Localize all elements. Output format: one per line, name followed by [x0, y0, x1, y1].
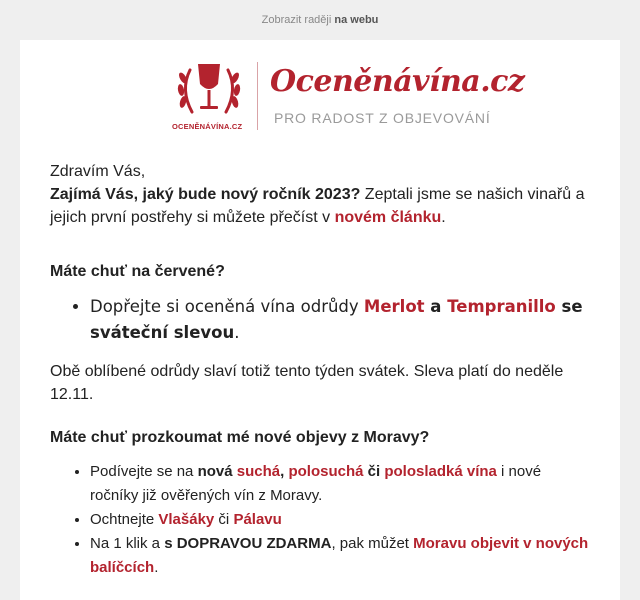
- logo-wordmark: Oceněnávína.cz: [270, 64, 525, 99]
- bullet-end: .: [234, 323, 240, 342]
- list-item: [90, 532, 590, 580]
- list-item: [90, 294, 590, 346]
- bullet-end: .: [154, 559, 159, 576]
- article-link[interactable]: novém článku: [334, 209, 442, 226]
- dry-wine-link[interactable]: suchá: [236, 463, 281, 480]
- logo-divider: [257, 62, 258, 130]
- separator: či: [214, 511, 234, 528]
- discount-paragraph: Obě oblíbené odrůdy slaví totiž tento týden svátek. Sleva platí do neděle 12.11.: [50, 363, 564, 403]
- intro-text-end: .: [441, 209, 446, 226]
- separator: či: [363, 463, 385, 480]
- list-item: [90, 460, 590, 508]
- intro-paragraph: [50, 160, 590, 229]
- view-online-text: Zobrazit raději: [261, 14, 332, 26]
- bullet-text: , pak můžet: [331, 535, 414, 552]
- emblem-text: OCENĚNÁVÍNA.CZ: [172, 122, 243, 131]
- semi-sweet-wine-link[interactable]: polosladká vína: [384, 463, 497, 480]
- email-body: [50, 160, 590, 576]
- intro-question: Zajímá Vás, jaký bude nový ročník 2023?: [50, 186, 361, 203]
- view-online-link[interactable]: na webu: [334, 14, 379, 26]
- merlot-link[interactable]: Merlot: [363, 297, 425, 316]
- wine-glass-emblem-icon: [170, 58, 250, 136]
- separator: ,: [280, 463, 289, 480]
- section-red-list: [66, 294, 590, 346]
- brand-logo[interactable]: [170, 58, 525, 136]
- tempranillo-link[interactable]: Tempranillo: [447, 297, 556, 316]
- bullet-text: Ochtnejte: [90, 511, 159, 528]
- palava-link[interactable]: Pálavu: [233, 511, 282, 528]
- bundles-link[interactable]: Moravu objevit v nových balíčcích: [90, 535, 589, 576]
- bullet-text-and: a: [424, 297, 448, 316]
- greeting: Zdravím Vás,: [50, 163, 146, 180]
- vlasaky-link[interactable]: Vlašáky: [158, 511, 215, 528]
- bullet-text: Na 1 klik a: [90, 535, 165, 552]
- email-card: [20, 40, 620, 600]
- view-online-bar: [0, 0, 640, 40]
- intro-text: Zeptali jsme se našich vinařů a jejich první postřehy si můžete přečíst v: [50, 186, 585, 226]
- free-shipping-text: s DOPRAVOU ZDARMA: [164, 535, 332, 552]
- semi-dry-wine-link[interactable]: polosuchá: [288, 463, 364, 480]
- list-item: [90, 508, 590, 532]
- bullet-text: i nové ročníky již ověřených vín z Moravy.: [90, 463, 542, 504]
- bullet-text: Podívejte se na: [90, 463, 198, 480]
- section-red-heading: Máte chuť na červené?: [50, 263, 225, 280]
- section-moravia-heading: Máte chuť prozkoumat mé nové objevy z Moravy?: [50, 429, 430, 446]
- bullet-text: Dopřejte si oceněná vína odrůdy: [90, 297, 364, 316]
- discount-text: se sváteční slevou: [90, 297, 583, 342]
- bullet-bold: nová: [197, 463, 237, 480]
- section-moravia-list: [66, 460, 590, 580]
- logo-tagline: PRO RADOST Z OBJEVOVÁNÍ: [274, 110, 491, 126]
